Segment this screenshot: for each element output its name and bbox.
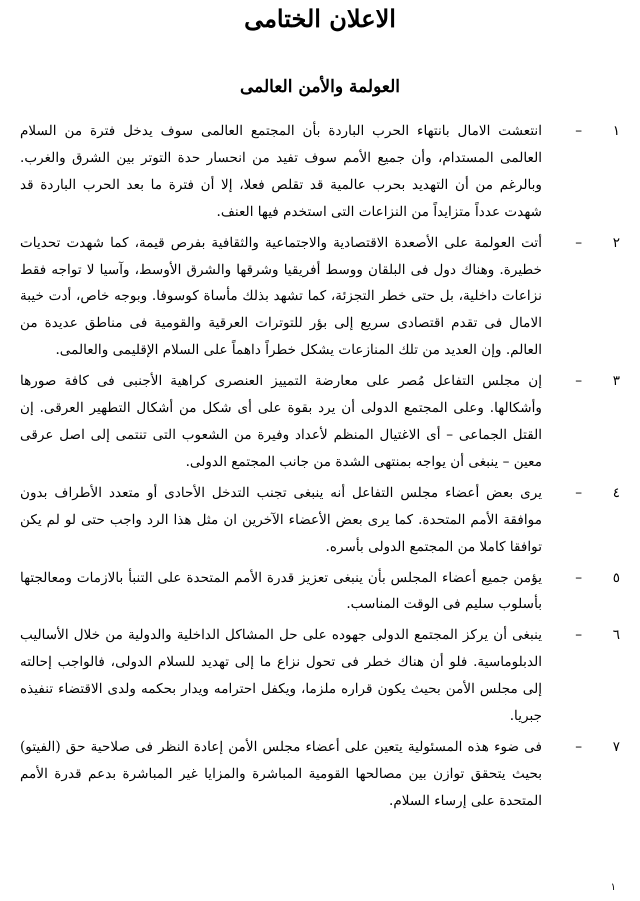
paragraph-number: ٥ — [612, 569, 620, 586]
paragraph-dash: – — [575, 738, 582, 755]
paragraph-5 — [20, 565, 620, 619]
paragraph-text: انتعشت الامال بانتهاء الحرب الباردة بأن المجتمع العالمى سوف يدخل فترة من السلام العالمى المستدام، وأن جميع الأمم سوف تفيد من انحسار حدة التوتر بين الشرق والغرب. وبالرغم من أن التهديد بحرب عالمية قد تقلص فعلا، إلا أن فترة ما بعد الحرب الباردة قد شهدت عدداً متزايداً من النزاعات التى استخدم فيها العنف. — [20, 123, 542, 220]
paragraph-number: ٢ — [612, 234, 620, 251]
paragraph-3 — [20, 368, 620, 476]
paragraph-4 — [20, 480, 620, 561]
paragraph-dash: – — [575, 123, 582, 139]
paragraph-text: إن مجلس التفاعل مُصر على معارضة التمييز العنصرى كراهية الأجنبى فى كافة صورها وأشكالها. وعلى المجتمع الدولى أن يرد بقوة على أى شكل من أشكال التطهير العرقى. إن القتل الجماعى – أى الاغتيال المنظم لأعداد وفيرة من الشعوب التى تنتمى إلى اصل عرقى معين – ينبغى أن يواجه بمنتهى الشدة من جانب المجتمع الدولى. — [20, 373, 542, 470]
paragraph-1 — [20, 118, 620, 226]
paragraph-7 — [20, 734, 620, 815]
paragraph-2 — [20, 230, 620, 365]
document-title: الاعلان الختامى — [244, 4, 396, 33]
paragraph-dash: – — [575, 373, 582, 390]
paragraph-number: ٤ — [612, 484, 620, 501]
paragraph-text: يؤمن جميع أعضاء المجلس بأن ينبغى تعزيز قدرة الأمم المتحدة على التنبأ بالازمات ومعالجتها بأسلوب سليم فى الوقت المناسب. — [20, 569, 542, 613]
paragraph-text: ينبغى أن يركز المجتمع الدولى جهوده على حل المشاكل الداخلية والدولية من خلال الأساليب الدبلوماسية. فلو أن هناك خطر فى تحول نزاع ما إلى تهديد للسلام الدولى، فالواجب إحالته إلى مجلس الأمن بحيث يكون قراره ملزما، ويكفل احترامه ويدار بحكمه ولدى الاقتضاء تنفيذه جبريا. — [20, 627, 542, 725]
paragraph-6 — [20, 622, 620, 730]
paragraph-number: ١ — [612, 123, 620, 139]
paragraph-text: يرى بعض أعضاء مجلس التفاعل أنه ينبغى تجنب التدخل الأحادى أو متعدد الأطراف بدون موافقة الأمم المتحدة. كما يرى بعض الأعضاء الآخرين ان مثل هذا الرد واجب حتى لو لم يكن توافقا كاملا من المجتمع الدولى بأسره. — [20, 484, 542, 555]
paragraph-dash: – — [575, 234, 582, 251]
section-heading: العولمة والأمن العالمى — [240, 77, 400, 97]
page-number: ١ — [610, 882, 616, 893]
paragraph-dash: – — [575, 569, 582, 586]
paragraph-dash: – — [575, 484, 582, 501]
paragraph-number: ٣ — [612, 373, 620, 390]
paragraph-number: ٧ — [612, 738, 620, 755]
paragraph-number: ٦ — [612, 627, 620, 644]
paragraph-list — [20, 118, 620, 815]
paragraph-text: أتت العولمة على الأصعدة الاقتصادية والاجتماعية والثقافية بفرص قيمة، كما شهدت تحديات خطيرة. وهناك دول فى البلقان ووسط أفريقيا وشرقها والشرق الأوسط، وآسيا لا تواجه فقط نزاعات داخلية، بل حتى خطر التجزئة، كما تشهد بذلك مأساة كوسوفا. وبوجه خاص، أدت خيبة الامال فى تقدم اقتصادى سريع إلى بؤر للتوترات العرقية والقومية فى مناطق عديدة من العالم. وإن العديد من تلك المنازعات يشكل خطراً داهماً على السلام الإقليمى والعالمى. — [20, 234, 542, 359]
paragraph-dash: – — [575, 627, 582, 644]
paragraph-text: فى ضوء هذه المسئولية يتعين على أعضاء مجلس الأمن إعادة النظر فى صلاحية حق (الفيتو) بحيث يتحقق توازن بين مصالحها القومية المباشرة والمزايا غير المباشرة بدعم قدرة الأمم المتحدة على إرساء السلام. — [20, 738, 542, 809]
